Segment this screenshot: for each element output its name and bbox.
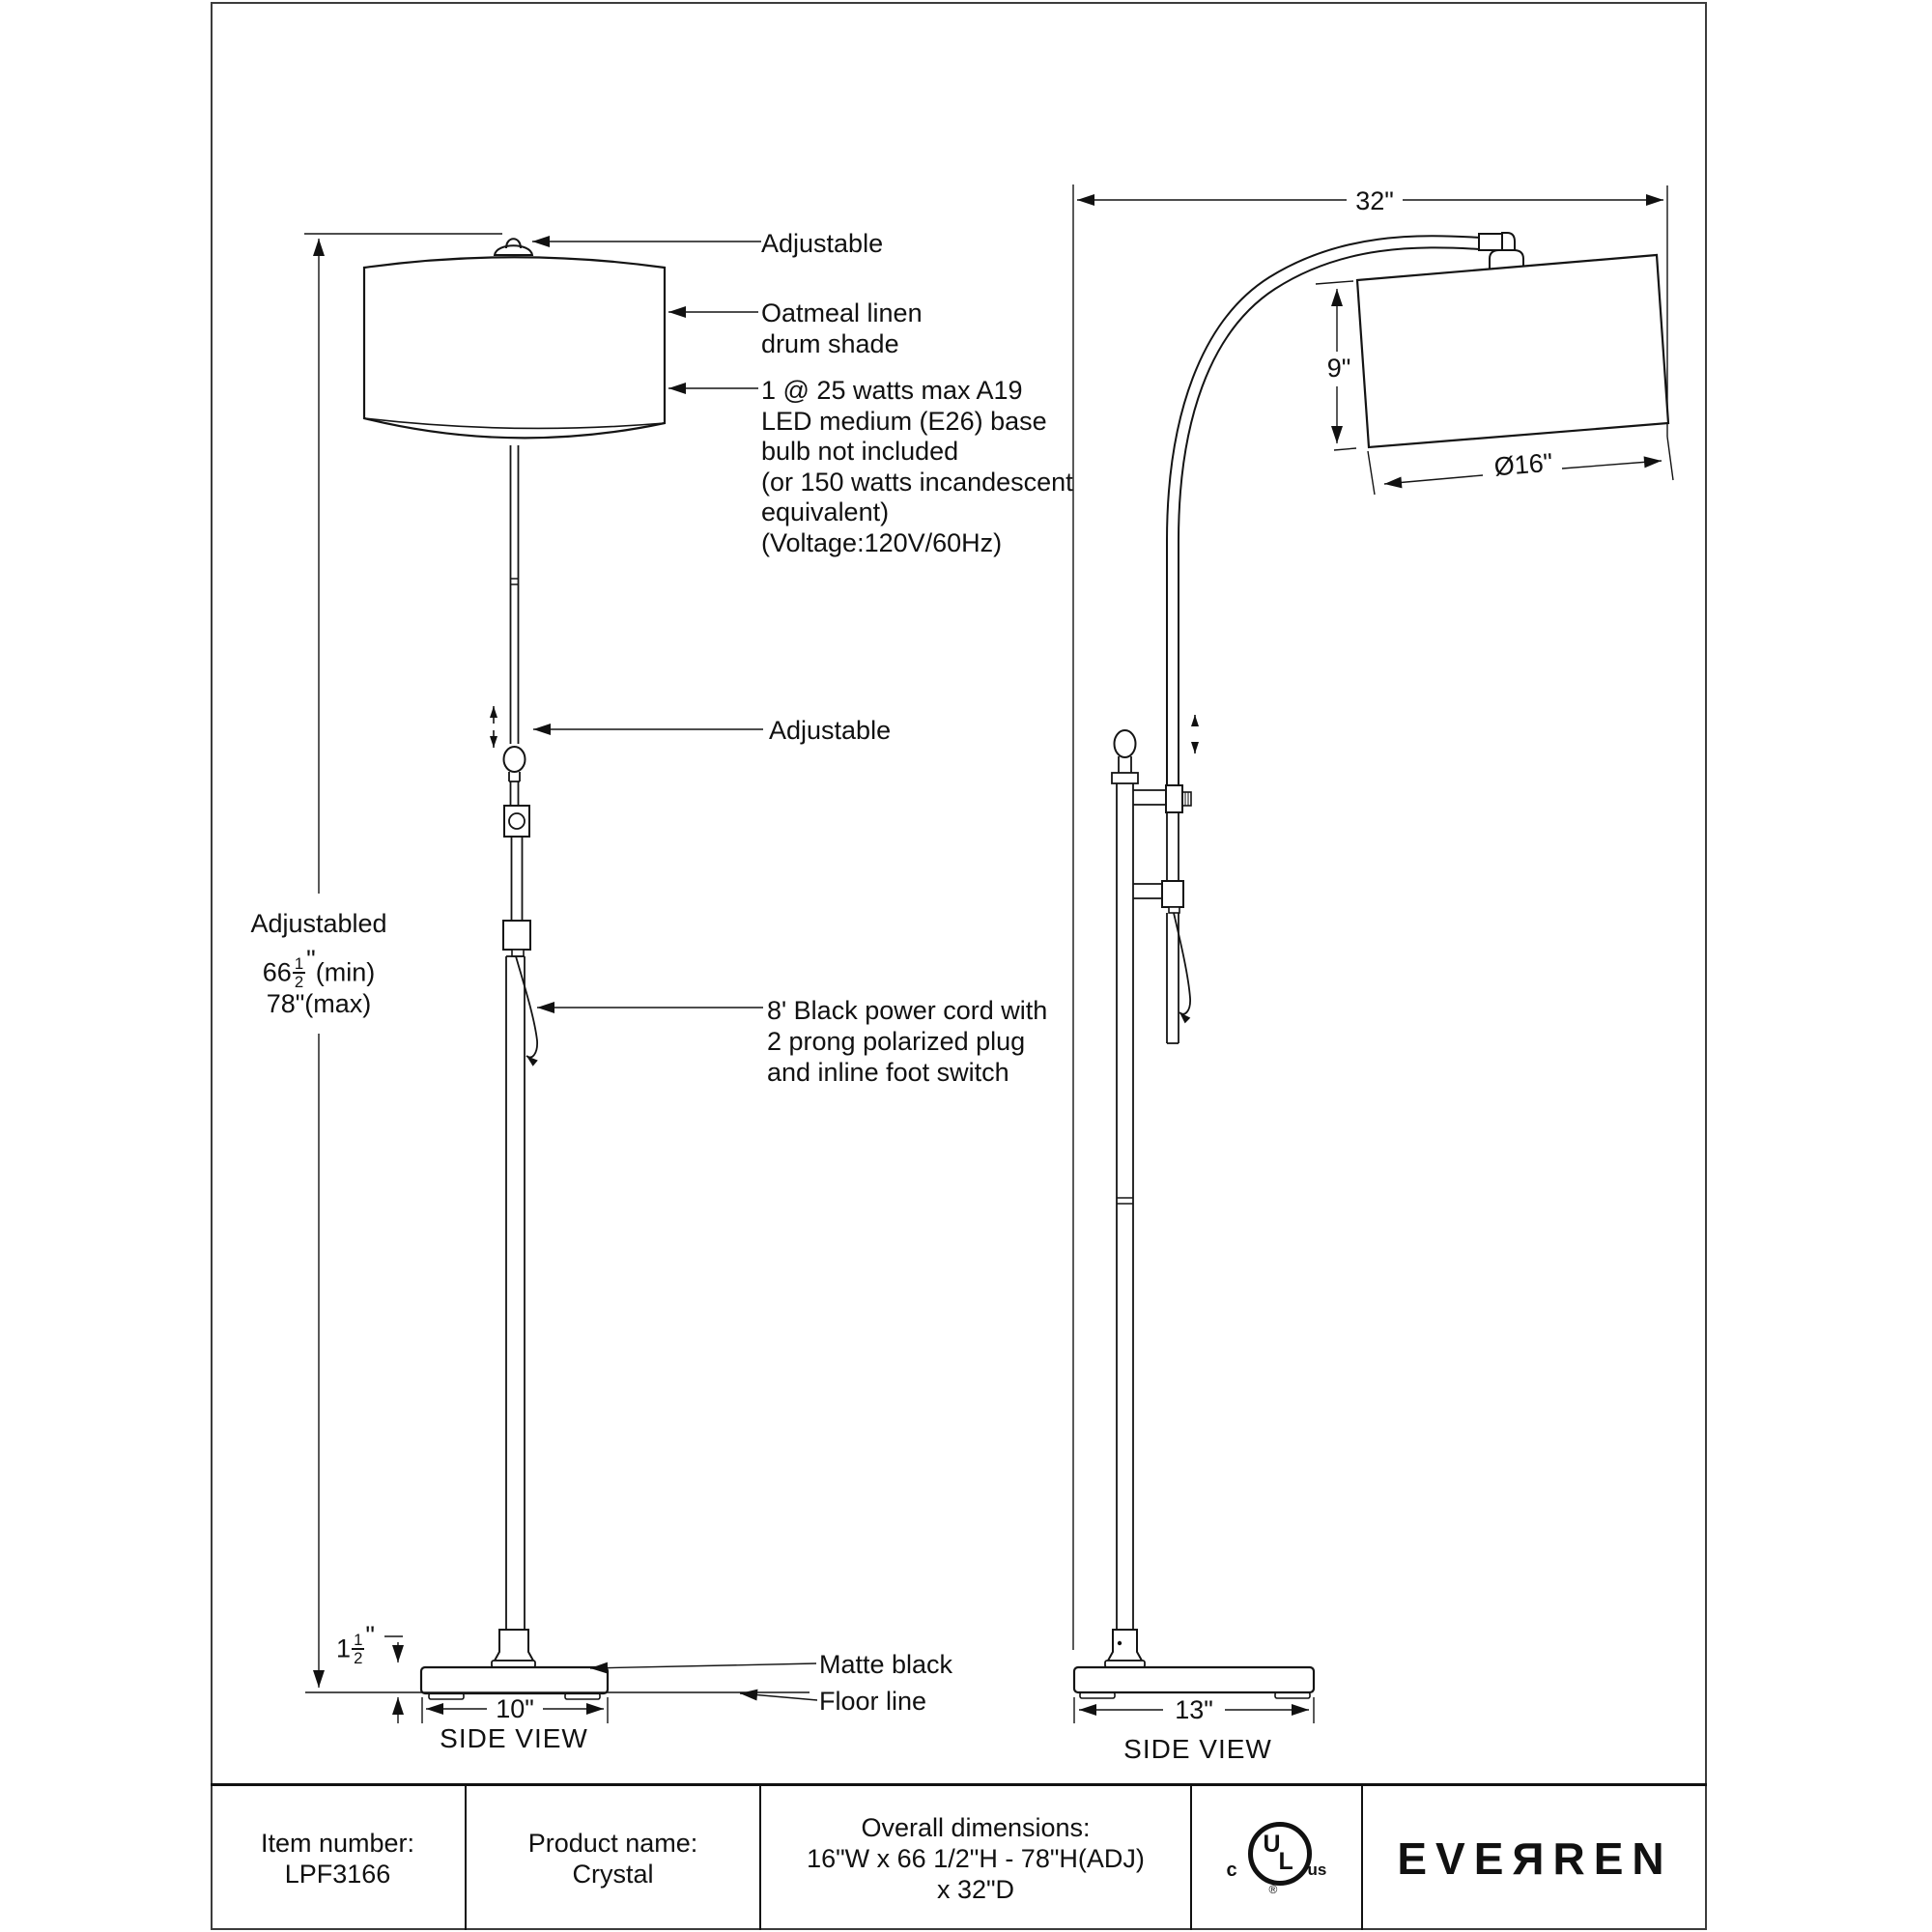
title-block-item-cell (211, 1786, 467, 1930)
dim-base-width-right: 13" (1175, 1695, 1213, 1724)
overall-dimensions-line2: x 32"D (936, 1874, 1015, 1904)
overall-dimensions-label: Overall dimensions: (861, 1812, 1091, 1842)
height-min-fraction (293, 955, 305, 990)
dim-shade-diameter-16: Ø16" (1492, 447, 1554, 482)
caption-side-view-right: SIDE VIEW (1123, 1734, 1272, 1764)
title-block-product-cell (467, 1786, 761, 1930)
height-min-num: 1 (294, 954, 304, 974)
base-height-num: 1 (354, 1631, 363, 1650)
title-block-dimensions-cell (761, 1786, 1192, 1930)
label-height-max: 78"(max) (266, 989, 372, 1018)
dim-width-32: 32" (1355, 186, 1394, 215)
brand-logotype: EVEЯREN (1397, 1833, 1673, 1884)
label-shade-line2: drum shade (761, 329, 899, 358)
ul-letter-l: L (1278, 1847, 1293, 1875)
base-height-whole: 1 (336, 1634, 352, 1663)
label-bulb-line4: (or 150 watts incandescent (761, 468, 1073, 497)
base-height-quote: " (365, 1621, 375, 1650)
dim-shade-height-9: 9" (1326, 354, 1351, 383)
ul-registered-symbol: ® (1268, 1882, 1278, 1896)
ul-certification-icon (1219, 1812, 1335, 1905)
height-min-den: 2 (294, 973, 304, 992)
right-view-linework (1073, 185, 1673, 1723)
label-adjustable-mid: Adjustable (769, 716, 892, 745)
title-block (211, 1783, 1707, 1930)
label-bulb-line6: (Voltage:120V/60Hz) (761, 528, 1003, 557)
item-number-value: LPF3166 (284, 1859, 391, 1889)
label-cord-line3: and inline foot switch (767, 1058, 1009, 1087)
label-bulb-line2: LED medium (E26) base (761, 407, 1047, 436)
dim-base-width-left: 10" (496, 1694, 534, 1723)
label-bulb-line5: equivalent) (761, 497, 890, 526)
base-height-fraction (352, 1632, 364, 1666)
label-height-min (232, 945, 406, 990)
caption-side-view-left: SIDE VIEW (440, 1723, 588, 1753)
height-min-paren: (min) (315, 957, 376, 987)
dim-base-height (328, 1621, 383, 1666)
label-bulb-line3: bulb not included (761, 437, 959, 466)
label-bulb-line1: 1 @ 25 watts max A19 (761, 376, 1023, 405)
label-cord-line2: 2 prong polarized plug (767, 1027, 1026, 1056)
ul-c-text: c (1226, 1859, 1237, 1881)
ul-circle-icon (1248, 1822, 1312, 1886)
height-min-whole: 66 (262, 957, 292, 987)
label-shade-line1: Oatmeal linen (761, 298, 923, 327)
ul-letter-u: U (1263, 1830, 1281, 1858)
label-height-title: Adjustabled (250, 909, 387, 938)
overall-dimensions-line1: 16"W x 66 1/2"H - 78"H(ADJ) (807, 1843, 1145, 1873)
label-matte-black: Matte black (819, 1650, 953, 1679)
title-block-certification-cell (1192, 1786, 1363, 1930)
product-name-value: Crystal (572, 1859, 654, 1889)
label-floor-line: Floor line (819, 1687, 927, 1716)
ul-us-text: us (1307, 1860, 1327, 1879)
label-adjustable-top: Adjustable (761, 229, 884, 258)
label-cord-line1: 8' Black power cord with (767, 996, 1048, 1025)
title-block-brand-cell (1363, 1786, 1707, 1930)
height-min-quote: " (306, 945, 316, 974)
product-name-label: Product name: (527, 1828, 698, 1858)
base-height-den: 2 (354, 1649, 363, 1668)
item-number-label: Item number: (260, 1828, 415, 1858)
